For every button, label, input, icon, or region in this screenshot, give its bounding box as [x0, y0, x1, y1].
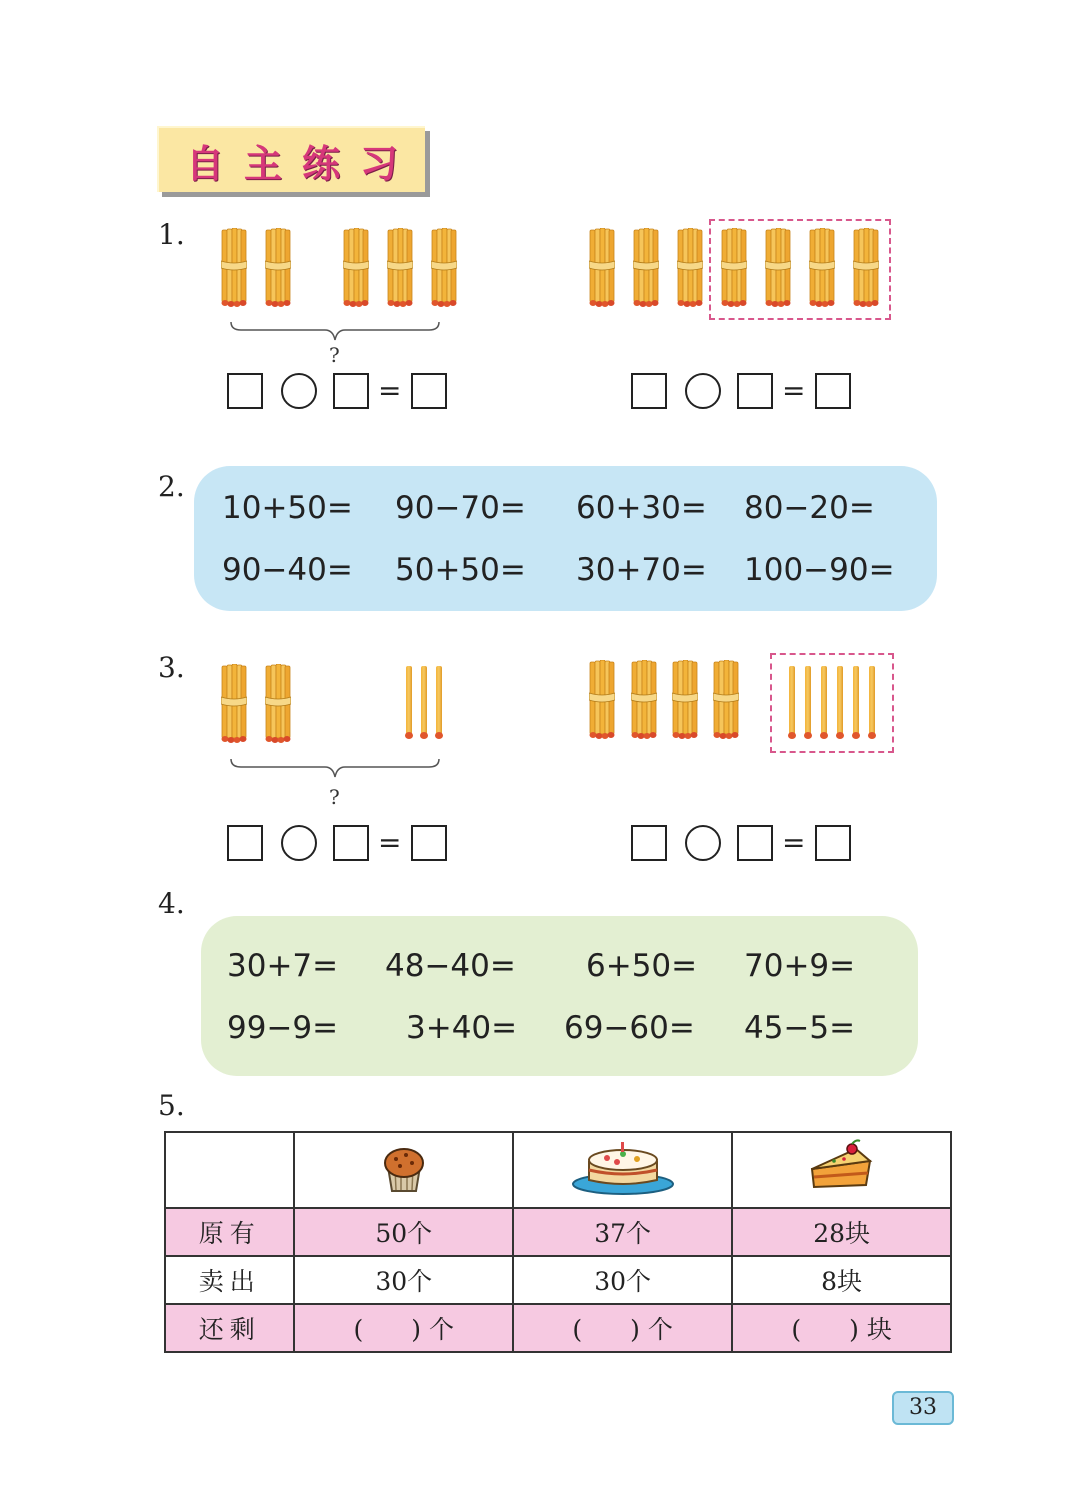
exercise-panel-green	[201, 916, 918, 1076]
cake-icon	[571, 1138, 675, 1196]
arithmetic-expression: 3+40=	[406, 1010, 518, 1046]
arithmetic-expression: 10+50=	[222, 490, 353, 526]
table-cell: 30个	[294, 1256, 513, 1304]
table-cell: 30个	[513, 1256, 732, 1304]
stick-bundle	[343, 228, 369, 308]
equals-sign: =	[378, 826, 402, 859]
row-label: 卖出	[165, 1256, 294, 1304]
operator-circle[interactable]	[685, 373, 721, 409]
single-stick	[837, 666, 843, 736]
muffin-icon	[376, 1139, 432, 1195]
table-cell: 8块	[732, 1256, 951, 1304]
single-stick	[789, 666, 795, 736]
row-label: 原有	[165, 1208, 294, 1256]
single-stick	[821, 666, 827, 736]
stick-bundle	[765, 228, 791, 308]
stick-bundle	[221, 664, 247, 744]
answer-box[interactable]	[631, 373, 667, 409]
table-cell: 28块	[732, 1208, 951, 1256]
table-row	[165, 1208, 951, 1256]
operator-circle[interactable]	[281, 825, 317, 861]
exercise-panel-blue	[194, 466, 937, 611]
single-stick	[853, 666, 859, 736]
page-number: 33	[892, 1391, 954, 1425]
stick-bundle	[713, 660, 739, 740]
table-header-cell	[732, 1132, 951, 1208]
answer-cell[interactable]: ( ) 个	[294, 1304, 513, 1352]
stick-bundle	[633, 228, 659, 308]
table-header-cell	[513, 1132, 732, 1208]
stick-bundle	[265, 664, 291, 744]
grouping-brace	[229, 320, 441, 342]
question-1-number: 1.	[158, 218, 185, 251]
single-stick	[869, 666, 875, 736]
table-header-cell	[294, 1132, 513, 1208]
answer-box[interactable]	[411, 373, 447, 409]
arithmetic-expression: 45−5=	[744, 1010, 856, 1046]
question-3-number: 3.	[158, 651, 185, 684]
arithmetic-expression: 90−70=	[395, 490, 526, 526]
stick-bundle	[631, 660, 657, 740]
answer-cell[interactable]: ( ) 块	[732, 1304, 951, 1352]
stick-bundle	[265, 228, 291, 308]
question-4-number: 4.	[158, 887, 185, 920]
single-stick	[436, 666, 442, 736]
arithmetic-expression: 30+70=	[576, 552, 707, 588]
table-row	[165, 1256, 951, 1304]
answer-box[interactable]	[411, 825, 447, 861]
question-mark: ?	[329, 343, 340, 367]
single-stick	[406, 666, 412, 736]
arithmetic-expression: 69−60=	[564, 1010, 695, 1046]
arithmetic-expression: 99−9=	[227, 1010, 339, 1046]
arithmetic-expression: 30+7=	[227, 948, 339, 984]
answer-box[interactable]	[227, 373, 263, 409]
answer-box[interactable]	[631, 825, 667, 861]
stick-bundle	[387, 228, 413, 308]
stick-bundle	[809, 228, 835, 308]
pie-slice-icon	[806, 1139, 878, 1195]
table-row	[165, 1304, 951, 1352]
answer-box[interactable]	[737, 373, 773, 409]
single-stick	[421, 666, 427, 736]
stick-bundle	[677, 228, 703, 308]
answer-cell[interactable]: ( ) 个	[513, 1304, 732, 1352]
operator-circle[interactable]	[281, 373, 317, 409]
stick-bundle	[721, 228, 747, 308]
arithmetic-expression: 80−20=	[744, 490, 875, 526]
table-corner-cell	[165, 1132, 294, 1208]
stick-bundle	[431, 228, 457, 308]
stick-bundle	[672, 660, 698, 740]
equals-sign: =	[782, 826, 806, 859]
answer-box[interactable]	[227, 825, 263, 861]
arithmetic-expression: 90−40=	[222, 552, 353, 588]
answer-box[interactable]	[815, 373, 851, 409]
equals-sign: =	[782, 374, 806, 407]
table-header-row	[165, 1132, 951, 1208]
table-cell: 37个	[513, 1208, 732, 1256]
question-5-number: 5.	[158, 1089, 185, 1122]
arithmetic-expression: 100−90=	[744, 552, 895, 588]
stick-bundle	[589, 228, 615, 308]
single-stick	[805, 666, 811, 736]
operator-circle[interactable]	[685, 825, 721, 861]
answer-box[interactable]	[333, 373, 369, 409]
arithmetic-expression: 48−40=	[385, 948, 516, 984]
equals-sign: =	[378, 374, 402, 407]
stick-bundle	[221, 228, 247, 308]
title-banner	[157, 126, 425, 192]
answer-box[interactable]	[737, 825, 773, 861]
grouping-brace	[229, 757, 441, 779]
question-2-number: 2.	[158, 470, 185, 503]
arithmetic-expression: 50+50=	[395, 552, 526, 588]
table-cell: 50个	[294, 1208, 513, 1256]
question-mark: ?	[329, 785, 340, 809]
arithmetic-expression: 60+30=	[576, 490, 707, 526]
answer-box[interactable]	[333, 825, 369, 861]
page-title: 自主练习	[185, 141, 418, 186]
row-label: 还剩	[165, 1304, 294, 1352]
answer-box[interactable]	[815, 825, 851, 861]
stick-bundle	[589, 660, 615, 740]
arithmetic-expression: 70+9=	[744, 948, 856, 984]
stick-bundle	[853, 228, 879, 308]
arithmetic-expression: 6+50=	[586, 948, 698, 984]
sales-table	[164, 1131, 952, 1353]
